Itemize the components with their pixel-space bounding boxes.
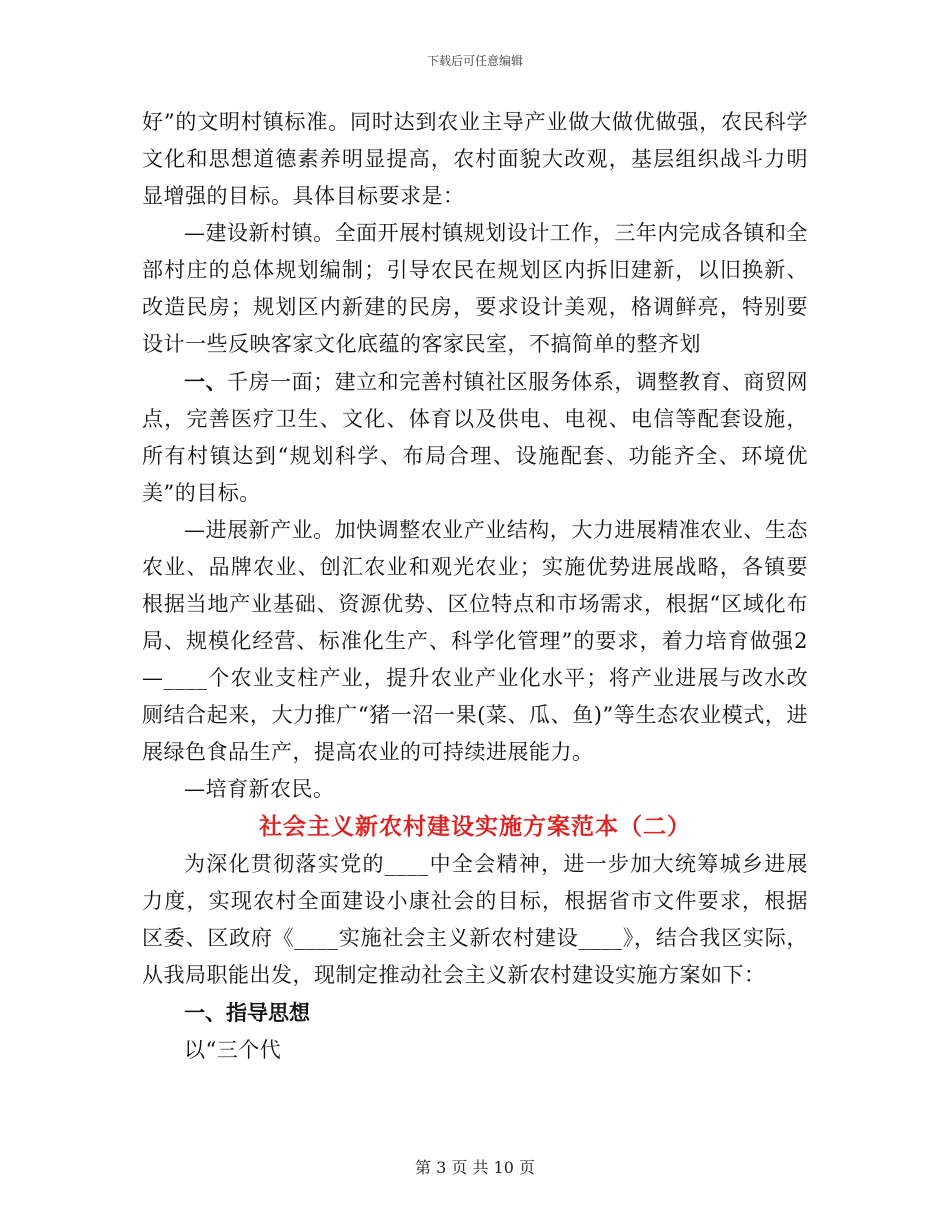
- paragraph-7: 以“三个代: [184, 1038, 282, 1062]
- paragraph-3-lead: 一、: [184, 369, 228, 394]
- paragraph-4: —进展新产业。加快调整农业产业结构，大力进展精准农业、生态农业、品牌农业、创汇农业和观光农业；实施优势进展战略，各镇要根据当地产业基础、资源优势、区位特点和市场需求，根据“区域化布局、规模化经营、标准化生产、科学化管理”的要求，着力培育做强2—____个农业支柱产业，提升农业产业化水平；将产业进展与改水改厕结合起来，大力推广“猪一沼一果(菜、瓜、鱼)”等生态农业模式，进展绿色食品生产，提高农业的可持续进展能力。: [142, 518, 808, 764]
- paragraph-2: —建设新村镇。全面开展村镇规划设计工作，三年内完成各镇和全部村庄的总体规划编制；引导农民在规划区内拆旧建新，以旧换新、改造民房；规划区内新建的民房，要求设计美观，格调鲜亮，特别要设计一些反映客家文化底蕴的客家民室，不搞简单的整齐划: [142, 221, 808, 356]
- page-header-note: 下载后可任意编辑: [426, 54, 523, 68]
- paragraph-3-text: 千房一面；建立和完善村镇社区服务体系，调整教育、商贸网点，完善医疗卫生、文化、体育以及供电、电视、电信等配套设施，所有村镇达到“规划科学、布局合理、设施配套、功能齐全、环境优美”的目标。: [142, 370, 809, 505]
- document-body: [142, 104, 808, 1069]
- paragraph-3: [142, 363, 808, 512]
- page-number: 第 3 页 共 10 页: [415, 1158, 535, 1177]
- paragraph-1: 好”的文明村镇标准。同时达到农业主导产业做大做优做强，农民科学文化和思想道德素养明显提高，农村面貌大改观，基层组织战斗力明显增强的目标。具体目标要求是：: [142, 110, 808, 208]
- section-title: 社会主义新农村建设实施方案范本（二）: [259, 813, 691, 840]
- heading-guiding-ideology: 一、指导思想: [184, 1000, 310, 1025]
- paragraph-6: 为深化贯彻落实党的____中全会精神，进一步加大统筹城乡进展力度，实现农村全面建设小康社会的目标，根据省市文件要求，根据区委、区政府《____实施社会主义新农村建设____》，结合我区实际，从我局职能出发，现制定推动社会主义新农村建设实施方案如下：: [142, 852, 808, 987]
- paragraph-5: —培育新农民。: [184, 777, 335, 801]
